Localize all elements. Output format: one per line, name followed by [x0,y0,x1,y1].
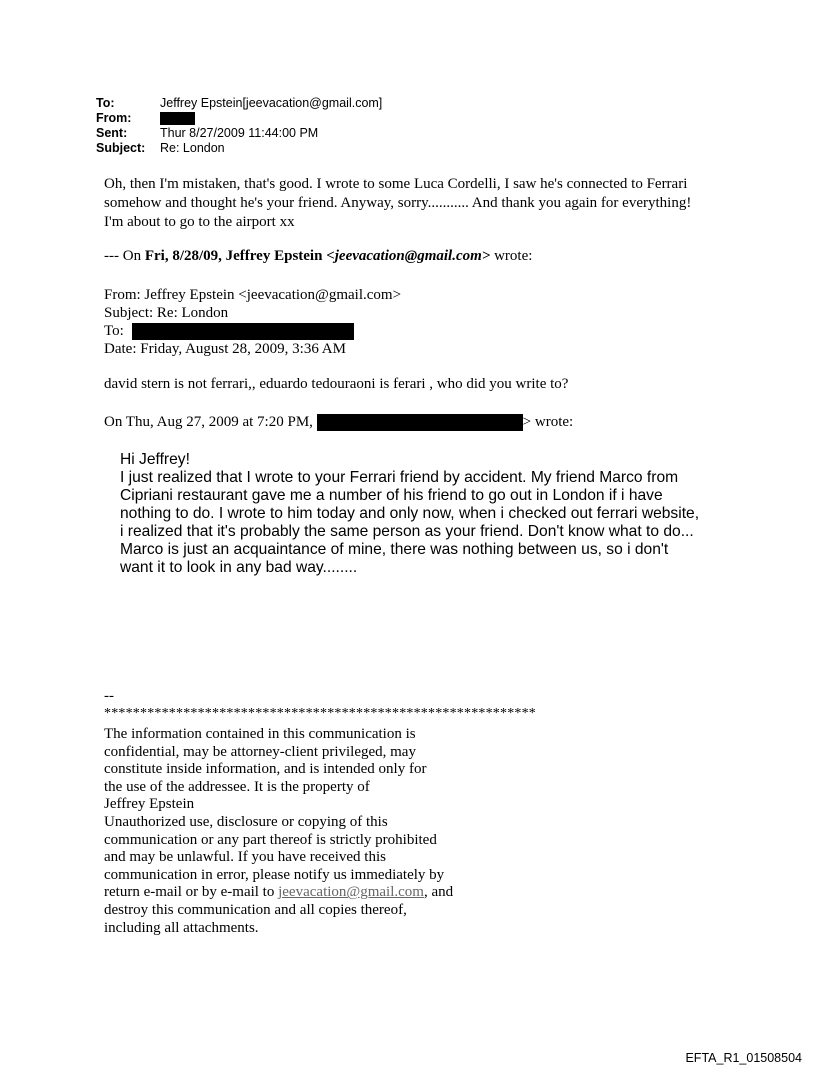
disclaimer-return-line [104,884,484,902]
disclaimer-line: communication in error, please notify us immediately by [104,866,445,883]
to-value: Jeffrey Epstein[jeevacation@gmail.com] [160,96,383,110]
subject-label: Subject: [96,141,146,155]
forwarded-to [104,322,401,340]
disclaimer-line: destroy this communication and all copies thereof, [104,901,407,918]
disclaimer-line: and may be unlawful. If you have received this [104,849,386,866]
forwarded-header [104,286,401,358]
inner-message [120,451,700,577]
from-label: From: [96,111,132,125]
inner-greeting: Hi Jeffrey! [120,451,190,468]
forwarded-date: Date: Friday, August 28, 2009, 3:36 AM [104,341,346,357]
reply-text: david stern is not ferrari,, eduardo tedouraoni is ferari , who did you write to? [104,376,569,392]
quote-suffix: wrote: [490,248,533,264]
forwarded-subject: Subject: Re: London [104,305,229,321]
quote-email: <jeevacation@gmail.com> [326,248,491,264]
from-value-redacted [160,111,195,126]
quote-date-sender: Fri, 8/28/09, Jeffrey Epstein [144,248,327,264]
disclaimer-line: communication or any part thereof is strictly prohibited [104,831,437,848]
disclaimer-line: confidential, may be attorney-client privileged, may [104,743,416,760]
message-body: Oh, then I'm mistaken, that's good. I wrote to some Luca Cordelli, I saw he's connected to Ferrari somehow and thought he's your friend. Anyway, sorry........... And thank you again for everything! I'm about to go to the airport xx [104,176,692,230]
disclaimer-line: The information contained in this communication is [104,726,416,742]
disclaimer-line: Jeffrey Epstein [104,796,195,813]
subject-value: Re: London [160,141,225,155]
inner-text: I just realized that I wrote to your Ferrari friend by accident. My friend Marco from Cipriani restaurant gave me a number of his friend to go out in London if i have nothing to do. I wrote to him today and only now, when i checked out ferrari website, i realized that it's probably the same person as your friend. Don't know what to do... Marco is just an acquaintance of mine, there was nothing between us, so i don't want it to look in any bad way........ [120,469,700,576]
on-thu-attribution [104,413,573,432]
redaction-block [317,414,523,431]
disclaimer-line: the use of the addressee. It is the property of [104,778,370,795]
on-thu-suffix: > wrote: [522,414,574,430]
disclaimer [104,726,484,937]
forwarded-to-label: To: [104,323,124,339]
signature-stars: ************************************************************ [104,706,536,721]
quote-attribution [104,247,532,266]
email-link[interactable]: jeevacation@gmail.com [278,884,424,901]
to-label: To: [96,96,115,110]
on-thu-prefix: On Thu, Aug 27, 2009 at 7:20 PM, [104,414,317,430]
sent-label: Sent: [96,126,128,140]
quote-prefix: --- On [104,248,145,264]
forwarded-from: From: Jeffrey Epstein <jeevacation@gmail.com> [104,287,402,303]
disclaimer-line: Unauthorized use, disclosure or copying of this [104,813,388,830]
disclaimer-line: including all attachments. [104,919,259,936]
sent-value: Thur 8/27/2009 11:44:00 PM [160,126,319,140]
return-prefix: return e-mail or by e-mail to [104,884,279,901]
document-id: EFTA_R1_01508504 [685,1051,802,1065]
disclaimer-line: constitute inside information, and is intended only for [104,761,427,778]
redaction-block [132,323,354,340]
redaction-block [160,112,195,125]
signature-dash: -- [104,688,114,704]
return-suffix: , and [423,884,454,901]
